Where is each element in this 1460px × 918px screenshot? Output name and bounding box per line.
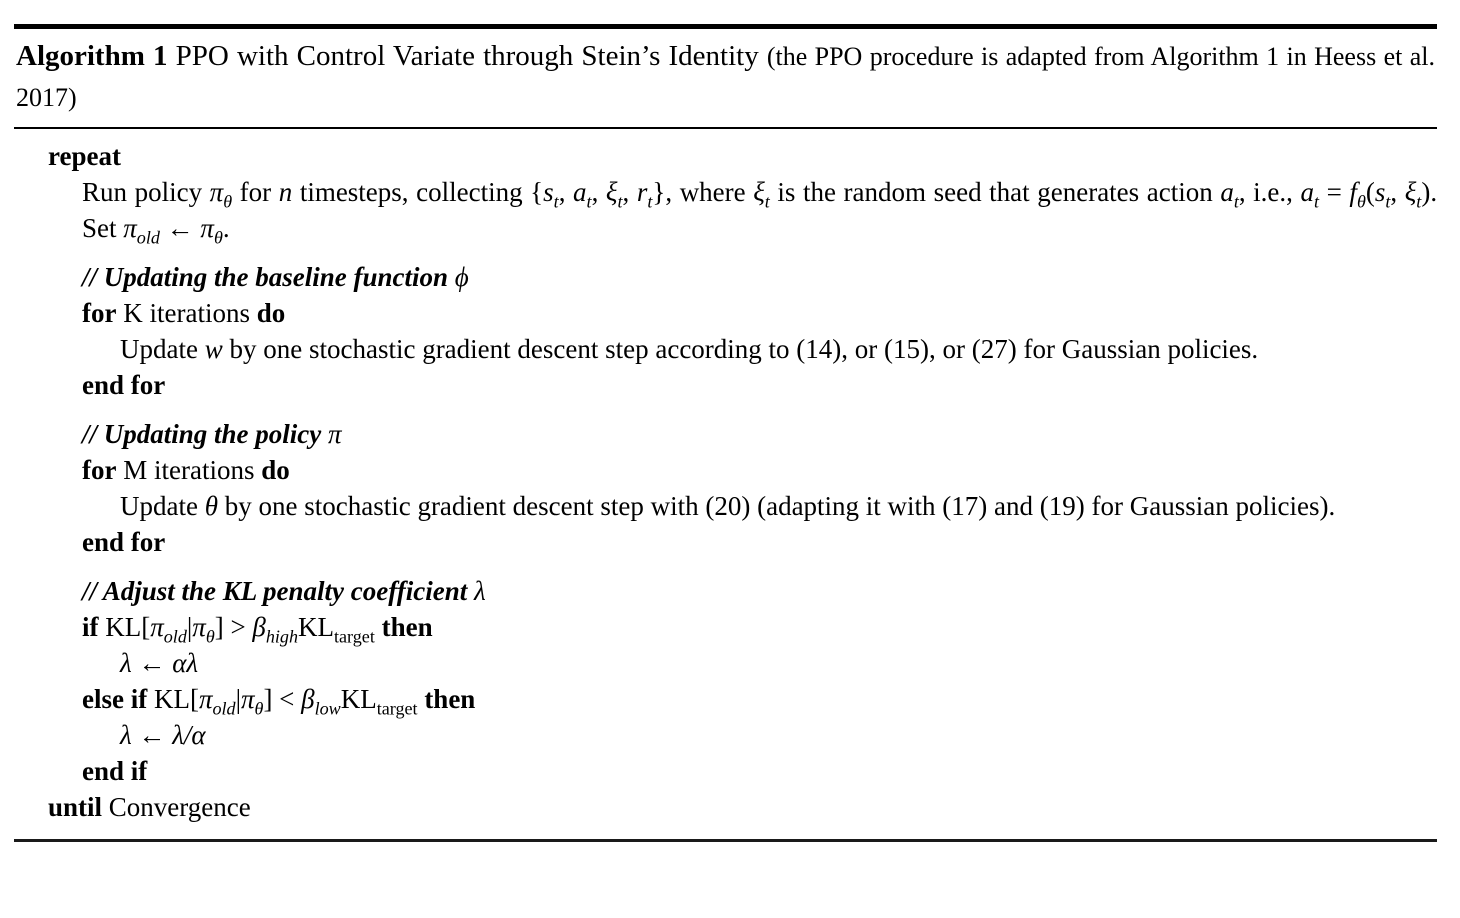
text-segment: do <box>261 455 290 485</box>
text-segment: by one stochastic gradient descent step according to (14), or (15), or (27) for Gaussian policies. <box>222 334 1259 364</box>
text-segment: M iterations <box>116 455 262 485</box>
subscript: old <box>163 626 187 647</box>
text-segment: ϕ <box>454 262 469 292</box>
text-segment: end for <box>82 527 166 557</box>
text-segment: if <box>82 612 99 642</box>
subscript: high <box>265 626 299 647</box>
text-segment: $\xi_t$ <box>1404 177 1422 212</box>
text-segment: $\pi_{old}$ <box>123 213 160 248</box>
algorithm-title: PPO with Control Variate through Stein’s Identity <box>175 40 759 72</box>
line-lambda-up <box>120 645 1437 681</box>
text-segment: { <box>530 177 544 207</box>
line-run-policy <box>82 174 1437 246</box>
text-segment: π <box>328 419 342 449</box>
subscript: target <box>376 698 418 719</box>
line-update-w <box>120 331 1437 367</box>
text-segment: $\beta_{high}$ <box>252 612 299 647</box>
text-segment: $\pi_{old}$ <box>198 684 236 719</box>
text-segment: timesteps, collecting <box>292 177 531 207</box>
subscript: θ <box>213 227 223 248</box>
algorithm-caption <box>14 29 1437 129</box>
text-segment: $KL_{target}$ <box>340 684 418 719</box>
text-segment: | <box>235 684 242 714</box>
text-segment: then <box>424 684 476 714</box>
text-segment: $f_\theta$ <box>1349 177 1366 212</box>
comment-kl-penalty <box>82 573 1437 609</box>
text-segment: $\pi_{old}$ <box>150 612 187 647</box>
line-for-m <box>82 452 1437 488</box>
line-until <box>48 789 1437 825</box>
text-segment: ← <box>131 720 173 750</box>
text-segment: $r_t$ <box>636 177 653 212</box>
text-segment: end for <box>82 370 166 400</box>
subscript: t <box>1385 191 1391 212</box>
text-segment: $\pi_\theta$ <box>241 684 264 719</box>
algorithm-body <box>14 129 1437 842</box>
text-segment: , <box>622 177 637 207</box>
text-segment: λ <box>120 648 132 678</box>
line-if-kl <box>82 609 1437 645</box>
text-segment: ) <box>1421 177 1431 207</box>
text-segment: repeat <box>48 141 121 171</box>
text-segment: | <box>186 612 193 642</box>
algorithm-block <box>14 24 1437 842</box>
algorithm-title-note: (the PPO procedure is adapted from Algorithm 1 in Heess et al. 2017) <box>16 42 1435 112</box>
text-segment: ] < <box>263 684 302 714</box>
text-segment: $\xi_t$ <box>605 177 623 212</box>
text-segment: by one stochastic gradient descent step with (20) (adapting it with (17) and (19) for Gaussian policies). <box>217 491 1336 521</box>
line-lambda-down <box>120 717 1437 753</box>
subscript: t <box>647 191 653 212</box>
text-segment: K iterations <box>116 298 257 328</box>
text-segment: $\beta_{low}$ <box>301 684 341 719</box>
subscript: old <box>136 227 160 248</box>
text-segment: $KL_{target}$ <box>298 612 375 647</box>
text-segment: $s_t$ <box>543 177 559 212</box>
text-segment: λ <box>120 720 132 750</box>
text-segment: KL[ <box>147 684 199 714</box>
text-segment: ← <box>131 648 173 678</box>
comment-baseline <box>82 259 1437 295</box>
text-segment: Run policy <box>82 177 210 207</box>
text-segment: $a_t$ <box>1300 177 1320 212</box>
text-segment: w <box>204 334 223 364</box>
text-segment: θ <box>204 491 218 521</box>
text-segment: = <box>1319 177 1350 207</box>
text-segment: until <box>48 792 103 822</box>
subscript: target <box>334 626 375 647</box>
text-segment: for <box>82 298 117 328</box>
text-segment: is the random seed that generates action <box>769 177 1221 207</box>
subscript: θ <box>223 191 233 212</box>
text-segment: // Updating the baseline function <box>82 262 455 292</box>
text-segment: $\pi_\theta$ <box>209 177 233 212</box>
text-segment: } <box>652 177 666 207</box>
text-segment: , i.e., <box>1238 177 1301 207</box>
text-segment: // Adjust the KL penalty coefficient <box>82 576 474 606</box>
subscript: t <box>764 191 770 212</box>
text-segment: else if <box>82 684 148 714</box>
text-segment: KL[ <box>98 612 151 642</box>
text-segment: ( <box>1365 177 1375 207</box>
line-end-if <box>82 753 1437 789</box>
text-segment: , <box>558 177 574 207</box>
line-end-for-2 <box>82 524 1437 560</box>
algorithm-label: Algorithm 1 <box>16 40 168 72</box>
text-segment: . <box>222 213 230 243</box>
text-segment: Update <box>120 491 205 521</box>
line-repeat <box>48 138 1437 174</box>
text-segment: , <box>591 177 606 207</box>
subscript: θ <box>205 626 215 647</box>
text-segment: $a_t$ <box>573 177 592 212</box>
text-segment: . Set <box>82 177 1438 243</box>
text-segment: , where <box>665 177 754 207</box>
text-segment: Convergence <box>102 792 251 822</box>
subscript: θ <box>254 698 264 719</box>
comment-policy <box>82 416 1437 452</box>
text-segment: ← <box>159 213 201 243</box>
text-segment: Update <box>120 334 205 364</box>
text-segment: for <box>232 177 279 207</box>
subscript: t <box>586 191 592 212</box>
text-segment: $\pi_\theta$ <box>192 612 215 647</box>
text-segment: $a_t$ <box>1220 177 1239 212</box>
text-segment: end if <box>82 756 148 786</box>
line-end-for-1 <box>82 367 1437 403</box>
subscript: t <box>553 191 559 212</box>
text-segment: λ <box>473 576 486 606</box>
subscript: t <box>1416 191 1422 212</box>
text-segment: ] > <box>214 612 253 642</box>
text-segment: // Updating the policy <box>82 419 328 449</box>
line-update-theta <box>120 488 1437 524</box>
text-segment: n <box>278 177 293 207</box>
subscript: t <box>617 191 623 212</box>
text-segment: , <box>1390 177 1405 207</box>
subscript: θ <box>1356 191 1366 212</box>
subscript: low <box>314 698 341 719</box>
text-segment: $\pi_\theta$ <box>200 213 223 248</box>
text-segment: then <box>381 612 433 642</box>
line-for-k <box>82 295 1437 331</box>
text-segment: λ/α <box>172 720 206 750</box>
line-else-if-kl <box>82 681 1437 717</box>
text-segment: αλ <box>172 648 199 678</box>
text-segment: $s_t$ <box>1374 177 1391 212</box>
text-segment: for <box>82 455 117 485</box>
subscript: t <box>1314 191 1320 212</box>
text-segment <box>375 612 382 642</box>
text-segment: $\xi_t$ <box>753 177 770 212</box>
subscript: t <box>1233 191 1239 212</box>
subscript: old <box>212 698 236 719</box>
text-segment: do <box>256 298 286 328</box>
